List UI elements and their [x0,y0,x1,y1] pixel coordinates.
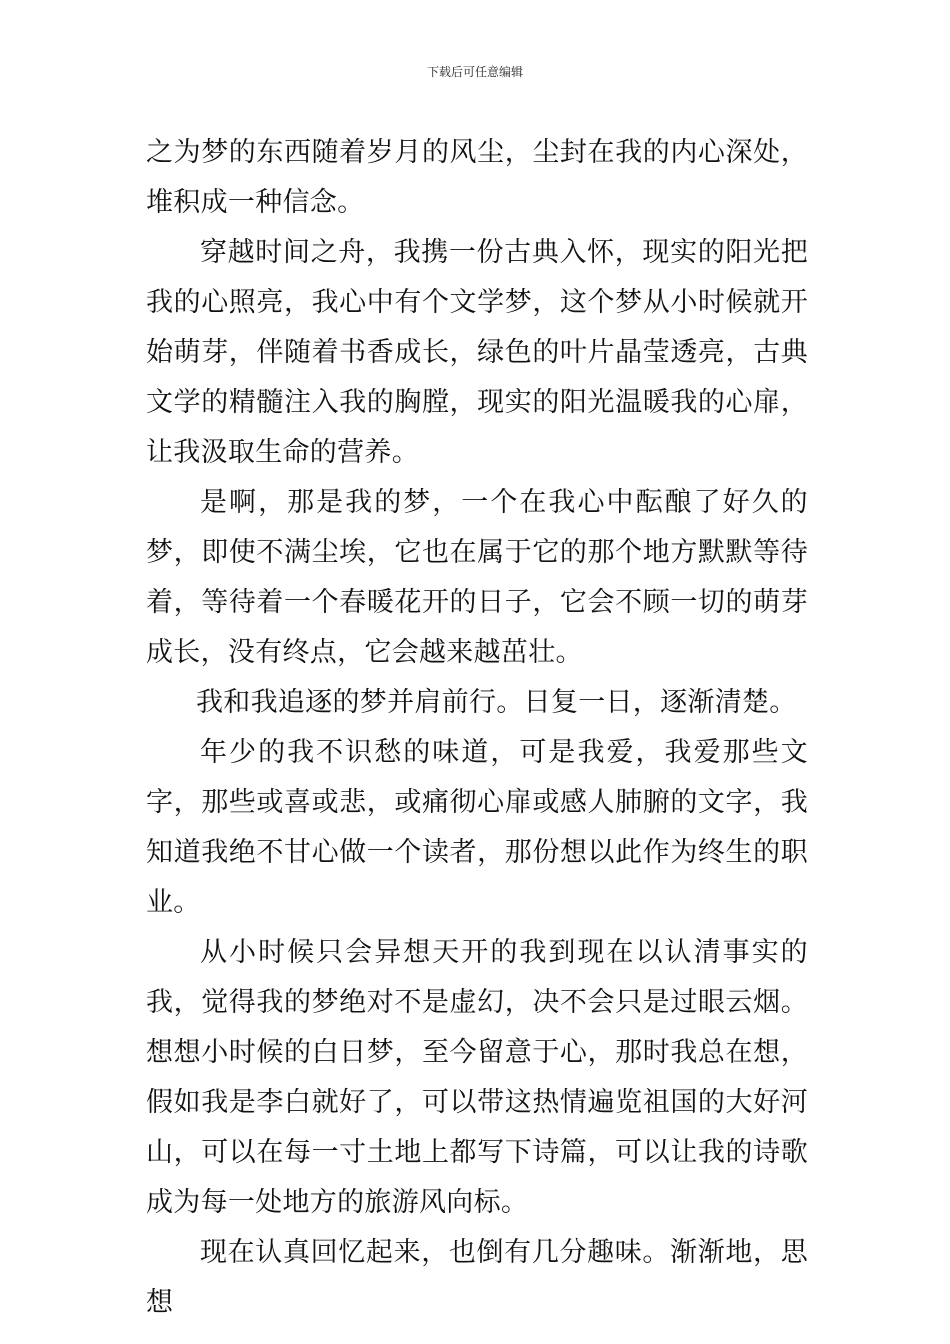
paragraph: 是啊，那是我的梦，一个在我心中酝酿了好久的梦，即使不满尘埃，它也在属于它的那个地方默默等待着，等待着一个春暖花开的日子，它会不顾一切的萌芽成长，没有终点，它会越来越茁壮。 [146,487,808,668]
paragraph: 穿越时间之舟，我携一份古典入怀，现实的阳光把我的心照亮，我心中有个文学梦，这个梦从小时候就开始萌芽，伴随着书香成长，绿色的叶片晶莹透亮，古典文学的精髓注入我的胸膛，现实的阳光温暖我的心扉，让我汲取生命的营养。 [146,237,808,468]
paragraph: 现在认真回忆起来，也倒有几分趣味。渐渐地，思想 [146,1237,808,1318]
document-body [146,128,808,1328]
page-header: 下载后可任意编辑 [426,65,523,79]
paragraph: 年少的我不识愁的味道，可是我爱，我爱那些文字，那些或喜或悲，或痛彻心扉或感人肺腑的文字，我知道我绝不甘心做一个读者，那份想以此作为终生的职业。 [146,737,808,918]
paragraph: 之为梦的东西随着岁月的风尘，尘封在我的内心深处，堆积成一种信念。 [146,137,808,218]
paragraph: 从小时候只会异想天开的我到现在以认清事实的我，觉得我的梦绝对不是虚幻，决不会只是过眼云烟。想想小时候的白日梦，至今留意于心，那时我总在想，假如我是李白就好了，可以带这热情遍览祖国的大好河山，可以在每一寸土地上都写下诗篇，可以让我的诗歌成为每一处地方的旅游风向标。 [146,937,808,1218]
paragraph: 我和我追逐的梦并肩前行。日复一日，逐渐清楚。 [196,687,797,718]
